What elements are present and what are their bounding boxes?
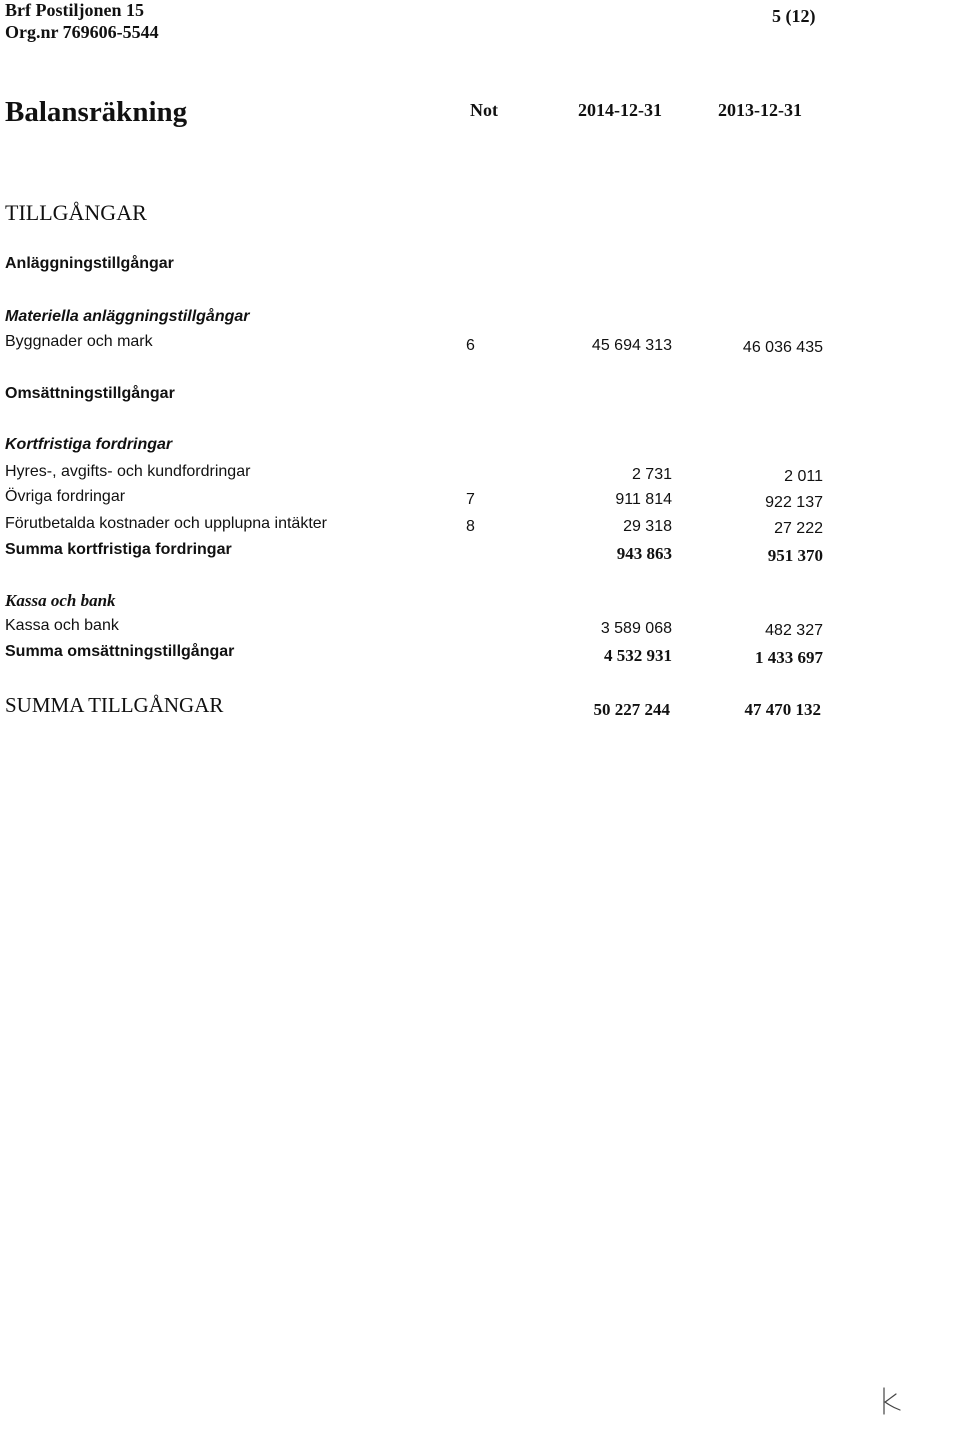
row-value-current: 45 694 313 [591, 337, 672, 354]
column-header-note: Not [470, 100, 498, 120]
row-value-previous: 482 327 [765, 622, 823, 639]
row-label: Förutbetalda kostnader och upplupna intäkter [5, 515, 327, 532]
subheading-cash-and-bank: Kassa och bank [5, 591, 116, 610]
heading-fixed-assets: Anläggningstillgångar [5, 255, 174, 272]
sum-value-current: 4 532 931 [604, 646, 672, 665]
handwritten-initial-mark [870, 1380, 910, 1420]
heading-current-assets: Omsättningstillgångar [5, 385, 175, 402]
company-name: Brf Postiljonen 15 [5, 0, 144, 20]
subheading-short-term-receivables: Kortfristiga fordringar [5, 436, 173, 453]
row-value-previous: 922 137 [765, 494, 823, 511]
row-value-current: 3 589 068 [600, 620, 672, 637]
total-value-previous: 47 470 132 [744, 700, 821, 719]
row-note: 6 [466, 337, 475, 354]
row-note: 7 [466, 491, 475, 508]
row-label: Hyres-, avgifts- och kundfordringar [5, 463, 251, 480]
row-value-current: 911 814 [615, 491, 672, 508]
page-title: Balansräkning [5, 96, 188, 128]
total-value-current: 50 227 244 [593, 700, 670, 719]
sum-value-previous: 951 370 [767, 546, 823, 565]
row-label: Övriga fordringar [5, 488, 126, 505]
row-label: Byggnader och mark [5, 333, 153, 350]
column-header-current-year: 2014-12-31 [578, 100, 662, 120]
sum-value-previous: 1 433 697 [755, 648, 823, 667]
sum-value-current: 943 863 [616, 544, 672, 563]
sum-label: Summa omsättningstillgångar [5, 643, 235, 660]
org-number: Org.nr 769606-5544 [5, 22, 159, 42]
row-value-current: 2 731 [631, 466, 672, 483]
row-value-current: 29 318 [623, 518, 672, 535]
column-header-previous-year: 2013-12-31 [718, 100, 802, 120]
row-note: 8 [466, 518, 475, 535]
page-number: 5 (12) [772, 6, 816, 26]
subheading-tangible-assets: Materiella anläggningstillgångar [5, 308, 250, 325]
row-value-previous: 2 011 [784, 468, 823, 485]
row-value-previous: 27 222 [774, 520, 823, 537]
total-label: SUMMA TILLGÅNGAR [5, 693, 224, 717]
row-label: Kassa och bank [5, 617, 119, 634]
section-title-assets: TILLGÅNGAR [5, 200, 147, 225]
row-value-previous: 46 036 435 [742, 339, 823, 356]
sum-label: Summa kortfristiga fordringar [5, 541, 232, 558]
